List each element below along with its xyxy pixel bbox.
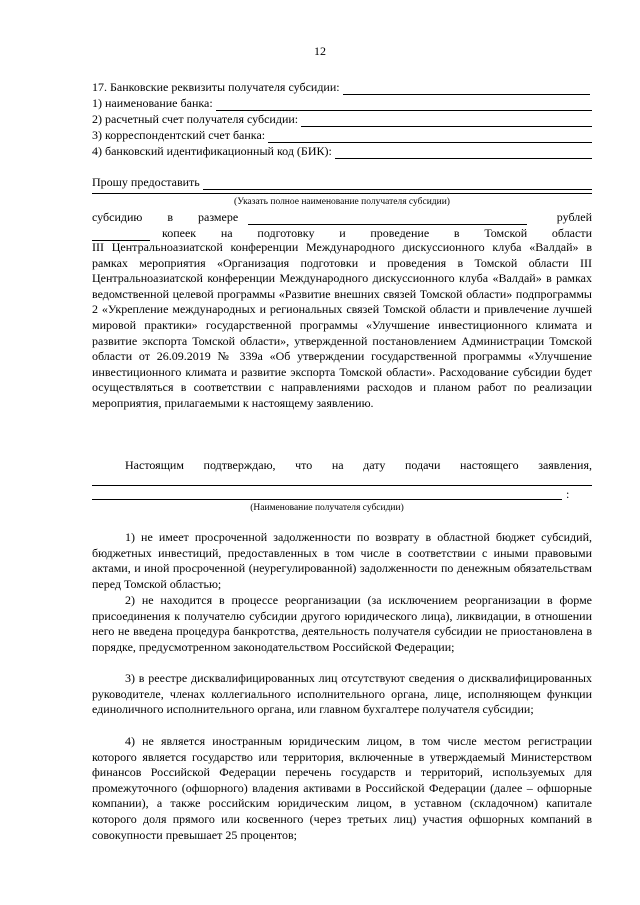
confirmation-name-caption: (Наименование получателя субсидии)	[250, 503, 404, 513]
request-recipient-field[interactable]	[203, 178, 592, 190]
subsidy-amount-label	[92, 210, 239, 225]
condition-item-2: 2) не находится в процессе реорганизации (за исключением реорганизации в форме присоединения к получателю субсидии другого юридического лица), ликвидации, в отношении него не введена процедура банкротства, деятельность получателя субсидии не приостановлена в порядке, предусмотренном законодательством Российской Федерации;	[92, 593, 592, 654]
settlement-account-label: 2) расчетный счет получателя субсидии:	[92, 112, 299, 126]
kopecks-text: копеек на подготовку и проведение в Томской области	[162, 226, 592, 240]
subsidy-amount-row	[92, 210, 592, 225]
bank-details-heading: 17. Банковские реквизиты получателя субсидии:	[92, 80, 340, 94]
recipient-name-line[interactable]	[92, 193, 592, 194]
bank-name-field[interactable]	[216, 99, 592, 111]
settlement-account-row	[92, 112, 592, 127]
correspondent-account-row	[92, 128, 592, 143]
recipient-name-caption: (Указать полное наименование получателя субсидии)	[234, 197, 450, 207]
condition-item-4: 4) не является иностранным юридическим лицом, в том числе местом регистрации которого является государство или территория, включенные в утверждаемый Министерством финансов Российской Федерации перечень государств и территорий, используемых для промежуточного (офшорного) владения активами в Российской Федерации (далее – офшорные компании), а также российским юридическим лицом, в уставном (складочном) капитале которого доля прямого или косвенного (через третьих лиц) участия офшорных компаний в совокупности превышает 25 процентов;	[92, 734, 592, 842]
bank-details-heading-row	[92, 80, 590, 95]
correspondent-account-field[interactable]	[268, 131, 592, 143]
condition-item-3: 3) в реестре дисквалифицированных лиц отсутствуют сведения о дисквалифицированных руководителе, членах коллегиального исполнительного органа, лице, исполняющем функции единоличного исполнительного органа, или главном бухгалтере получателя субсидии;	[92, 671, 592, 717]
bank-details-blank[interactable]	[343, 83, 590, 95]
confirmation-name-line-2[interactable]	[92, 499, 562, 500]
correspondent-account-label: 3) корреспондентский счет банка:	[92, 128, 266, 142]
confirmation-colon: :	[566, 487, 570, 501]
subsidy-amount-label-text: субсидию в размере	[92, 210, 239, 224]
page-number: 12	[314, 44, 326, 58]
bik-field[interactable]	[335, 147, 592, 159]
bank-name-label: 1) наименование банка:	[92, 96, 213, 110]
condition-item-1: 1) не имеет просроченной задолженности по возврату в областной бюджет субсидий, бюджетных инвестиций, предоставленных в том числе в соответствии с иными правовыми актами, и иной просроченной (неурегулированной) задолженности по денежным обязательствам перед Томской областью;	[92, 530, 592, 591]
request-row	[92, 175, 592, 190]
confirmation-intro: Настоящим подтверждаю, что на дату подачи настоящего заявления,	[125, 458, 592, 472]
kopecks-row	[92, 226, 592, 241]
settlement-account-field[interactable]	[301, 115, 592, 127]
rubles-label: рублей	[556, 210, 592, 224]
bik-label: 4) банковский идентификационный код (БИК):	[92, 144, 332, 158]
bank-name-row	[92, 96, 592, 111]
request-body-text: III Центральноазиатской конференции Международного дискуссионного клуба «Валдай» в рамках мероприятия «Организация подготовки и проведения в Томской области III Центральноазиатской конференции Международного дискуссионного клуба «Валдай» в рамках ведомственной целевой программы «Развитие внешних связей Томской области» подпрограммы 2 «Укрепление международных и региональных связей Томской области и привлечение лучшей мировой практики» государственной программы «Улучшение инвестиционного климата и развитие экспорта Томской области», утвержденной постановлением Администрации Томской области от 26.09.2019 № 339а «Об утверждении государственной программы «Улучшение инвестиционного климата и развитие экспорта Томской области». Расходование субсидии будет осуществляться в соответствии с направлениями расходов и планом работ по реализации мероприятия, прилагаемыми к настоящему заявлению.	[92, 240, 592, 410]
subsidy-rubles-field[interactable]	[248, 213, 527, 225]
confirmation-name-line-1[interactable]	[92, 485, 592, 486]
bik-row	[92, 144, 592, 159]
request-label: Прошу предоставить	[92, 175, 200, 189]
